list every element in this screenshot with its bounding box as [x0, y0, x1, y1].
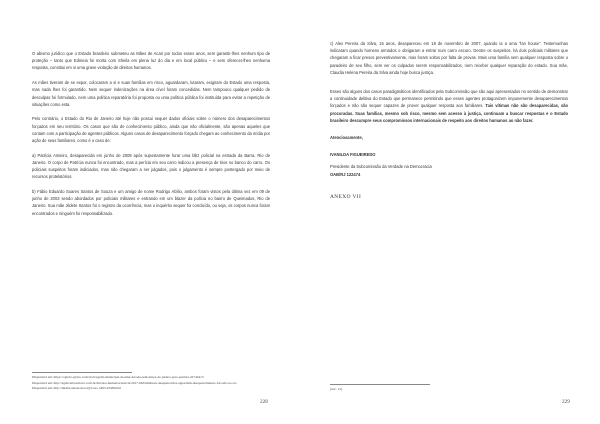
footnotes: [330, 387, 568, 393]
paragraph-text: Esses são alguns dos casos paradigmáticos identificados pela Subcomissão que são aqui apresentados no sentido de demonstrar a continuidade delitiva do Estado que permanece permitindo que esses agentes protagonizem impunemente desaparecimentos forçados e não são sequer capazes de prover qualquer resposta aos familiares.: [330, 89, 568, 109]
footnote: Disponível em: http://midiacontestavel.org/Caso-5493-4598.html: [32, 386, 121, 391]
page-number: 229: [562, 399, 570, 405]
paragraph: b) Fábio Eduardo Soares Santos de Souza e um amigo de nome Rodrigo Abílio, ambos foram vistos pela última vez em 09 de junho de 2003 sendo abordados por policiais militares e entrando em um blazer da polícia no bairro de Queimados, Rio de Janeiro. Sua mãe Jildete Santos foi o registro da ocorrência, mas o inquérito sequer foi concluído, ou seja, os corpos nunca foram encontrados e ninguém foi responsabilizado.: [32, 189, 270, 216]
right-page: [300, 0, 600, 424]
closing: Atenciosamente,: [330, 135, 363, 141]
right-page-body: [330, 40, 568, 201]
paragraph: As mães tiveram de se expor, colocaram a si e suas famílias em risco, aguardaram, lutaram, exigiram do Estado uma resposta, mas nada lhes foi garantido. Nem sequer indenizações na área cível foram concedidas. Nem tampouco qualquer pedido de desculpas foi formulado, nem uma política reparatória foi proposta ou uma política pública foi instituída para evitar a repetição de situações como esta.: [32, 80, 270, 107]
page-number: 228: [260, 399, 268, 405]
paragraph: a) Patrícia Amieiro, desaparecida em junho de 2008 após supostamente furar uma blitz policial na estrada da Barra, Rio de Janeiro. O corpo de Patrícia nunca foi encontrado, mas a perícia em seu carro indicou a presença de tiros no banco do carro. Os policiais suspeitos foram indiciados, mas não chegaram a ser julgados, pois o julgamento é sempre postergado por meio de recursos protelatórios.: [32, 152, 270, 180]
paragraph: c) Alex Pereira da Silva, 15 anos, desapareceu em 18 de novembro de 2007, quando ia a uma "lan house". Testemunhas indicaram quando homens armados o obrigaram a entrar num carro escuro. Dentre os suspeitos, há dois policiais militares que chegaram a ficar presos preventivamente, mas foram soltos por falta de provas. Mais uma família sem qualquer resposta sobre o paradeiro de seu filho, sem ver os culpados serem responsabilizados, nem receber qualquer reparação do estado. Sua mãe, Claudia Helena Pereira da Silva ainda hoje busca justiça.: [330, 41, 568, 75]
footnote-divider: [330, 384, 430, 385]
signatory-role: Presidente da Subcomissão da Verdade na Democracia: [330, 164, 432, 170]
annex-title: ANEXO VII: [330, 193, 362, 200]
signature-block: [330, 151, 568, 178]
paragraph: O abismo jurídico que o Estado brasileiro submeteu as Mães de Acari por todos esses anos, sem garantir-lhes nenhum tipo de proteção – tanto que Edmeia foi morta com Sheila em plena luz do dia e em local público – e sem oferecer-lhes nenhuma resposta, constitui em si uma grave violação de direitos humanos.: [32, 51, 270, 71]
footnotes: [32, 375, 270, 392]
signatory-name: IVANILDA FIGUEIREDO: [330, 152, 376, 158]
footnote: Disponível em: http://agenciabrasil.ebc.com.br/direitos-humanos/noticia/2017-06/familiares-desaparecidos-aguardam-desaparecimento-forcado-no-rio: [32, 380, 237, 385]
paragraph: Pelo contrário, o Estado do Rio de Janeiro até hoje não possui sequer dados oficiais sobre o número dos desaparecimentos forçados em seu território. Os casos que são de conhecimento público, ainda que não oficialmente, são apenas aqueles que contam com a participação de agentes públicos. Alguns casos de desaparecimento forçado chegam ao conhecimento da mídia por ação de seus familiares, como é o caso de:: [32, 116, 270, 144]
signatory-id: OAB/RJ 122474: [330, 171, 361, 177]
footnote: Disponível em: https://oglobo.globo.com/rio/tragedia-municipal-de-uma-decada-sem-busca-de-justica-para-patricia-22744413: [32, 375, 204, 379]
paragraph: [330, 88, 568, 124]
bold-statement: Tais vítimas não são desaparecidas, são procuradas. Suas famílias, mesmo sob risco, mesmo sem acesso à justiça, continuam a buscar respostas e o Estado brasileiro descumpre seus compromissos internacionais de respeito aos direitos humanos ao não fazer.: [330, 103, 569, 123]
footnote-divider: [32, 372, 132, 373]
left-page-body: [32, 50, 270, 224]
footnote: (doc. 21): [330, 387, 343, 391]
